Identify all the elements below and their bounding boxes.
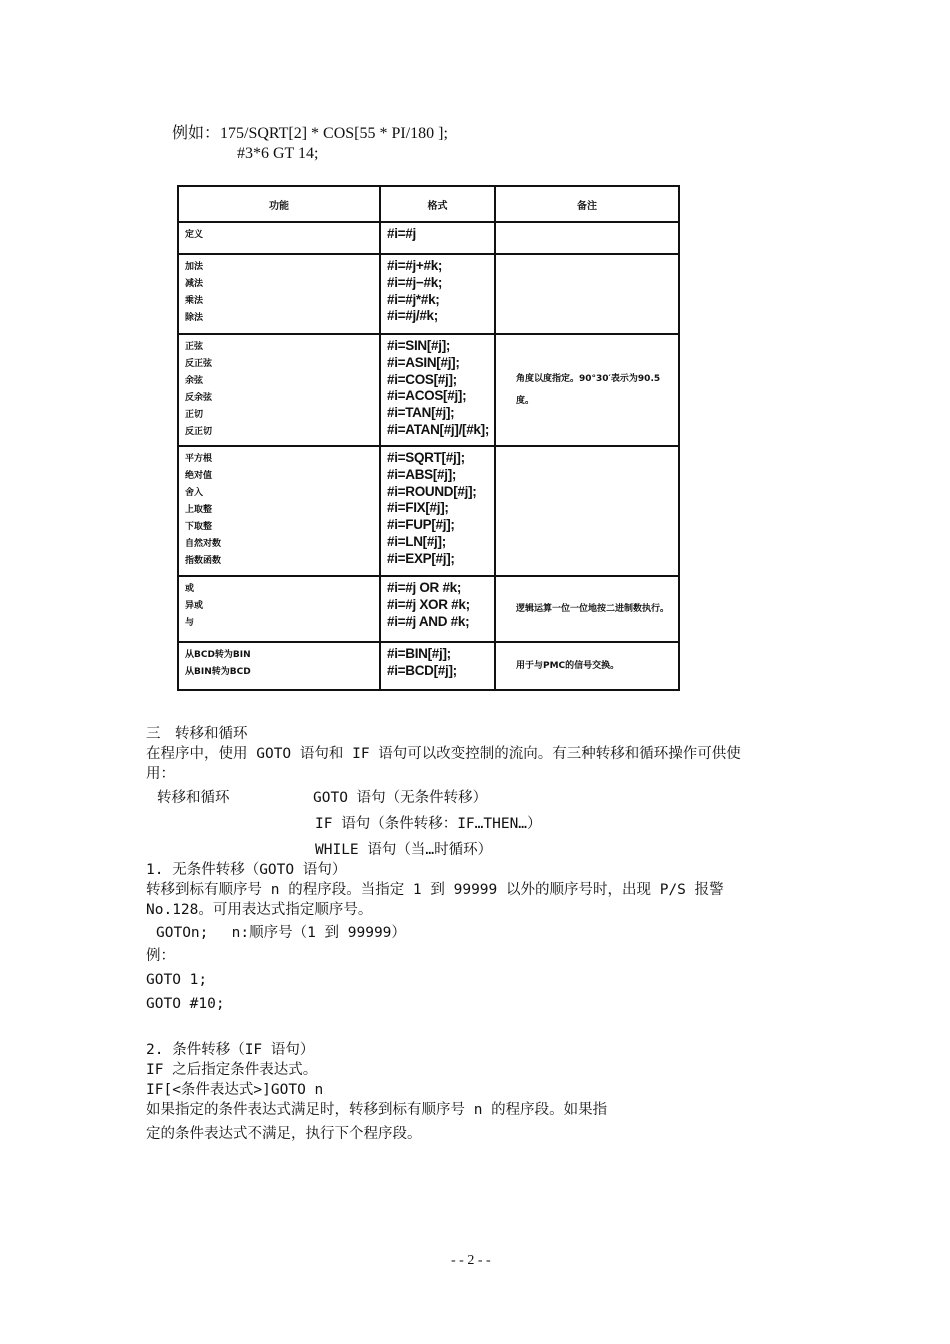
function-name: 反正弦: [185, 359, 213, 369]
function-name: 平方根: [185, 454, 213, 464]
format-expression: #i=BCD[#j];: [387, 662, 457, 678]
format-expression: #i=ABS[#j];: [387, 466, 457, 482]
function-name-cell: [178, 446, 380, 576]
header-remark: 备注: [495, 186, 679, 222]
function-name: 正弦: [185, 342, 204, 352]
format-cell: [380, 446, 495, 576]
function-name: 指数函数: [185, 556, 222, 566]
table-row: [178, 222, 679, 254]
function-name: 正切: [185, 410, 204, 420]
function-name: 余弦: [185, 376, 204, 386]
goto-example-1: GOTO 1;: [146, 972, 208, 988]
function-name: 异或: [185, 601, 204, 611]
format-expression: #i=#j*#k;: [387, 291, 440, 307]
header-function: 功能: [178, 186, 380, 222]
function-name-cell: [178, 642, 380, 690]
function-name: 与: [185, 618, 195, 628]
format-expression: #i=FUP[#j];: [387, 517, 455, 533]
goto-desc-line-1: 转移到标有顺序号 n 的程序段。当指定 1 到 99999 以外的顺序号时，出现 P/S 报警: [146, 882, 724, 898]
if-line-2: IF[<条件表达式>]GOTO n: [146, 1082, 324, 1098]
format-expression: #i=TAN[#j];: [387, 405, 455, 421]
format-expression: #i=EXP[#j];: [387, 550, 455, 566]
intro-line-1: 在程序中，使用 GOTO 语句和 IF 语句可以改变控制的流向。有三种转移和循环操作可供使: [146, 746, 741, 762]
function-name: 绝对值: [185, 471, 213, 481]
remark-cell: [495, 446, 679, 576]
section-heading: 三 转移和循环: [146, 726, 248, 742]
types-label: 转移和循环: [157, 790, 230, 806]
function-name: 加法: [185, 262, 204, 272]
function-name: 减法: [185, 279, 204, 289]
format-expression: #i=#j AND #k;: [387, 613, 470, 629]
if-line-4: 定的条件表达式不满足，执行下个程序段。: [146, 1126, 422, 1142]
table-row: [178, 446, 679, 576]
format-expression: #i=ASIN[#j];: [387, 354, 460, 370]
type-while: WHILE 语句（当…时循环）: [315, 842, 493, 858]
function-name: 从BCD转为BIN: [185, 650, 251, 660]
example-line-2: #3*6 GT 14;: [237, 145, 319, 162]
goto-example-label: 例：: [146, 948, 175, 964]
format-expression: #i=LN[#j];: [387, 533, 446, 549]
function-name-cell: [178, 576, 380, 642]
type-goto: GOTO 语句（无条件转移）: [313, 790, 488, 806]
page-number: - - 2 - -: [451, 1253, 491, 1268]
remark-cell: 逻辑运算一位一位地按二进制数执行。: [495, 576, 679, 642]
format-expression: #i=ROUND[#j];: [387, 483, 477, 499]
format-expression: #i=#j: [387, 226, 416, 241]
function-name: 或: [185, 584, 195, 594]
function-name: 定义: [185, 230, 204, 240]
format-expression: #i=#j−#k;: [387, 274, 443, 290]
function-table: [177, 185, 680, 691]
goto-desc-line-2: No.128。可用表达式指定顺序号。: [146, 902, 373, 918]
remark-cell: 用于与PMC的信号交换。: [495, 642, 679, 690]
format-expression: #i=#j XOR #k;: [387, 596, 470, 612]
format-cell: [380, 642, 495, 690]
table-row: [178, 254, 679, 334]
function-name: 舍入: [185, 488, 204, 498]
format-cell: [380, 334, 495, 446]
if-line-1: IF 之后指定条件表达式。: [146, 1062, 318, 1078]
if-heading: 2. 条件转移（IF 语句）: [146, 1042, 315, 1058]
format-cell: [380, 254, 495, 334]
format-expression: #i=BIN[#j];: [387, 646, 451, 661]
function-name-cell: [178, 254, 380, 334]
format-expression: #i=ACOS[#j];: [387, 388, 467, 404]
function-name: 从BIN转为BCD: [185, 667, 251, 677]
format-expression: #i=SQRT[#j];: [387, 450, 465, 465]
function-name: 自然对数: [185, 539, 222, 549]
table-row: [178, 642, 679, 690]
goto-heading: 1. 无条件转移（GOTO 语句）: [146, 862, 347, 878]
format-cell: [380, 222, 495, 254]
if-line-3: 如果指定的条件表达式满足时，转移到标有顺序号 n 的程序段。如果指: [146, 1102, 608, 1118]
goto-syntax: GOTOn; n:顺序号（1 到 99999）: [156, 925, 406, 941]
remark-cell: [495, 222, 679, 254]
table-row: [178, 334, 679, 446]
format-expression: #i=#j OR #k;: [387, 580, 462, 595]
goto-example-2: GOTO #10;: [146, 996, 225, 1012]
table-header-row: [178, 186, 679, 222]
intro-line-2: 用：: [146, 766, 175, 782]
function-name: 除法: [185, 313, 204, 323]
remark-cell: 角度以度指定。90°30′表示为90.5度。: [495, 334, 679, 446]
example-line-1: 例如：175/SQRT[2] * COS[55 * PI/180 ];: [172, 125, 448, 142]
function-name: 下取整: [185, 522, 213, 532]
table-row: [178, 576, 679, 642]
function-name-cell: [178, 334, 380, 446]
function-name-cell: [178, 222, 380, 254]
remark-cell: [495, 254, 679, 334]
format-expression: #i=FIX[#j];: [387, 500, 449, 516]
format-expression: #i=#j/#k;: [387, 308, 438, 324]
format-cell: [380, 576, 495, 642]
type-if: IF 语句（条件转移：IF…THEN…）: [315, 816, 542, 832]
format-expression: #i=SIN[#j];: [387, 338, 451, 353]
function-name: 乘法: [185, 296, 204, 306]
format-expression: #i=ATAN[#j]/[#k];: [387, 421, 490, 437]
function-name: 上取整: [185, 505, 213, 515]
format-expression: #i=#j+#k;: [387, 258, 443, 273]
format-expression: #i=COS[#j];: [387, 371, 457, 387]
function-name: 反余弦: [185, 393, 213, 403]
function-name: 反正切: [185, 427, 213, 437]
header-format: 格式: [380, 186, 495, 222]
